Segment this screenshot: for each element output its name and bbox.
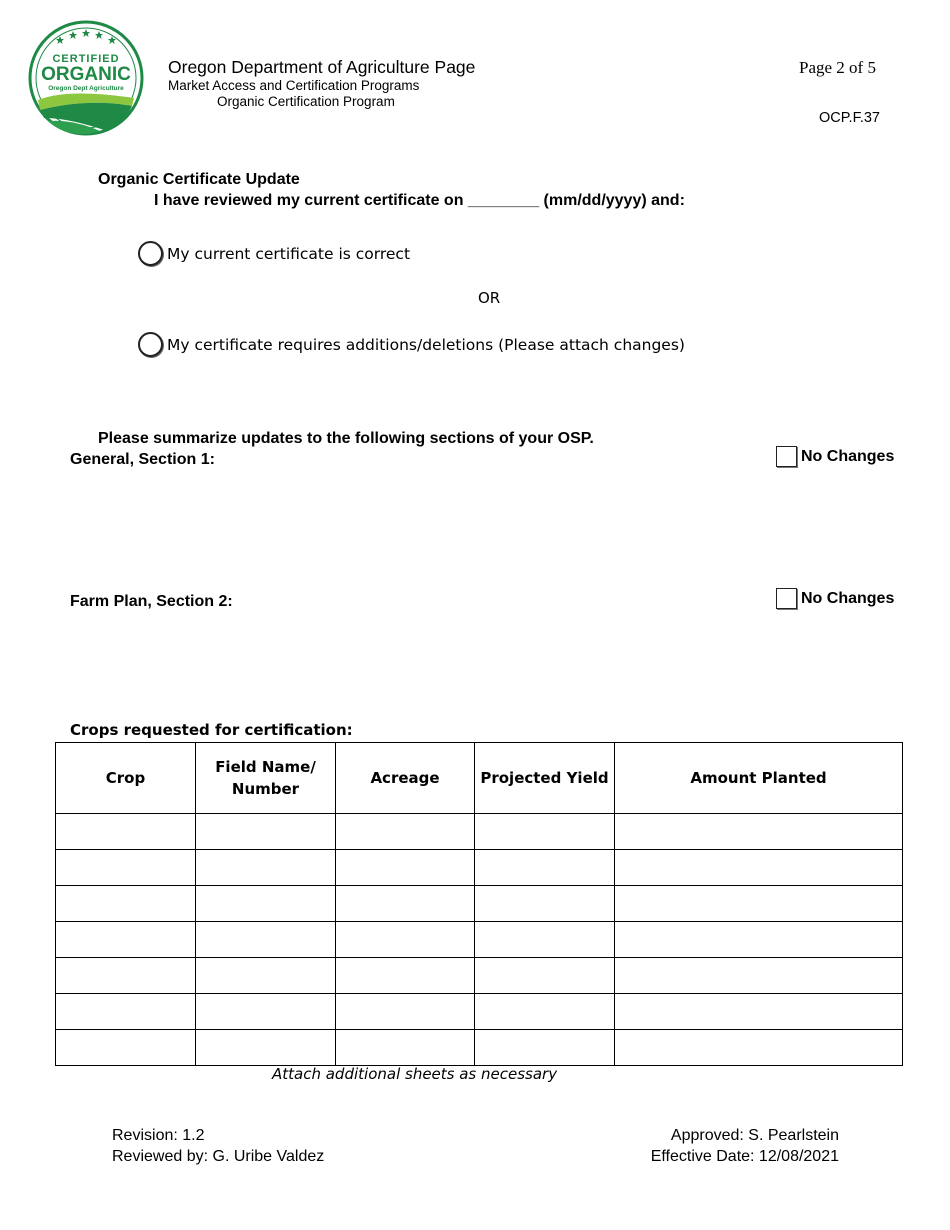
attach-sheets-note: Attach additional sheets as necessary xyxy=(272,1065,558,1083)
crops-table xyxy=(55,742,903,1066)
table-cell[interactable] xyxy=(56,814,196,850)
table-cell[interactable] xyxy=(336,958,475,994)
certificate-correct-radio[interactable] xyxy=(138,241,163,266)
header-subtitle-2: Organic Certification Program xyxy=(217,94,395,109)
table-cell[interactable] xyxy=(615,922,903,958)
table-cell[interactable] xyxy=(196,886,336,922)
table-cell[interactable] xyxy=(196,814,336,850)
general-no-changes-label: No Changes xyxy=(801,447,895,465)
table-cell[interactable] xyxy=(56,886,196,922)
table-cell[interactable] xyxy=(336,994,475,1030)
general-no-changes[interactable] xyxy=(776,446,894,467)
col-acreage: Acreage xyxy=(336,743,475,814)
table-cell[interactable] xyxy=(615,850,903,886)
table-cell[interactable] xyxy=(475,814,615,850)
table-cell[interactable] xyxy=(196,922,336,958)
farm-plan-no-changes-checkbox[interactable] xyxy=(776,588,797,609)
general-section-label: General, Section 1: xyxy=(70,451,215,468)
certificate-changes-radio[interactable] xyxy=(138,332,163,357)
table-row xyxy=(56,1030,903,1066)
table-cell[interactable] xyxy=(56,922,196,958)
footer-approved: Approved: S. Pearlstein xyxy=(670,1127,839,1144)
certificate-changes-option[interactable] xyxy=(138,332,685,357)
table-cell[interactable] xyxy=(475,850,615,886)
certified-organic-logo xyxy=(28,20,144,136)
table-cell[interactable] xyxy=(196,994,336,1030)
crops-table-label: Crops requested for certification: xyxy=(70,721,353,739)
certificate-correct-label: My current certificate is correct xyxy=(167,244,411,263)
table-cell[interactable] xyxy=(196,1030,336,1066)
header-title: Oregon Department of Agriculture Page xyxy=(168,57,476,77)
footer-effective-date: Effective Date: 12/08/2021 xyxy=(650,1148,839,1165)
table-cell[interactable] xyxy=(615,958,903,994)
reviewed-date-statement: I have reviewed my current certificate on ________ (mm/dd/yyyy) and: xyxy=(154,192,685,209)
logo-top-text: CERTIFIED xyxy=(52,53,120,65)
table-cell[interactable] xyxy=(615,886,903,922)
certificate-correct-option[interactable] xyxy=(138,241,410,266)
table-cell[interactable] xyxy=(336,814,475,850)
table-cell[interactable] xyxy=(475,922,615,958)
table-row xyxy=(56,814,903,850)
page-number: Page 2 of 5 xyxy=(799,58,876,77)
header-subtitle-1: Market Access and Certification Programs xyxy=(168,78,420,93)
or-separator: OR xyxy=(478,289,501,307)
crops-table-header-row xyxy=(56,743,903,814)
footer-revision: Revision: 1.2 xyxy=(112,1127,205,1144)
certificate-changes-label: My certificate requires additions/deletions (Please attach changes) xyxy=(167,335,685,354)
table-row xyxy=(56,958,903,994)
farm-plan-no-changes[interactable] xyxy=(776,588,894,609)
table-cell[interactable] xyxy=(56,994,196,1030)
certificate-update-heading: Organic Certificate Update xyxy=(98,171,300,188)
table-cell[interactable] xyxy=(196,958,336,994)
table-cell[interactable] xyxy=(56,1030,196,1066)
table-cell[interactable] xyxy=(475,994,615,1030)
table-cell[interactable] xyxy=(336,922,475,958)
farm-plan-no-changes-label: No Changes xyxy=(801,589,895,607)
table-cell[interactable] xyxy=(615,994,903,1030)
col-projected-yield: Projected Yield xyxy=(475,743,615,814)
logo-seal xyxy=(28,20,144,136)
logo-sub-text: Oregon Dept Agriculture xyxy=(48,85,124,92)
form-code: OCP.F.37 xyxy=(819,110,880,126)
table-cell[interactable] xyxy=(615,1030,903,1066)
table-cell[interactable] xyxy=(475,886,615,922)
table-cell[interactable] xyxy=(475,958,615,994)
table-cell[interactable] xyxy=(56,850,196,886)
table-row xyxy=(56,994,903,1030)
col-field-name-number: Field Name/ Number xyxy=(196,743,336,814)
table-row xyxy=(56,922,903,958)
table-cell[interactable] xyxy=(56,958,196,994)
table-cell[interactable] xyxy=(336,1030,475,1066)
col-crop: Crop xyxy=(56,743,196,814)
farm-plan-section-label: Farm Plan, Section 2: xyxy=(70,593,233,610)
osp-summary-instruction: Please summarize updates to the following sections of your OSP. xyxy=(98,430,594,447)
table-cell[interactable] xyxy=(475,1030,615,1066)
table-row xyxy=(56,850,903,886)
table-cell[interactable] xyxy=(336,850,475,886)
col-amount-planted: Amount Planted xyxy=(615,743,903,814)
table-cell[interactable] xyxy=(196,850,336,886)
table-cell[interactable] xyxy=(615,814,903,850)
table-row xyxy=(56,886,903,922)
footer-reviewed-by: Reviewed by: G. Uribe Valdez xyxy=(112,1148,325,1165)
table-cell[interactable] xyxy=(336,886,475,922)
general-no-changes-checkbox[interactable] xyxy=(776,446,797,467)
logo-main-text: ORGANIC xyxy=(41,64,131,85)
